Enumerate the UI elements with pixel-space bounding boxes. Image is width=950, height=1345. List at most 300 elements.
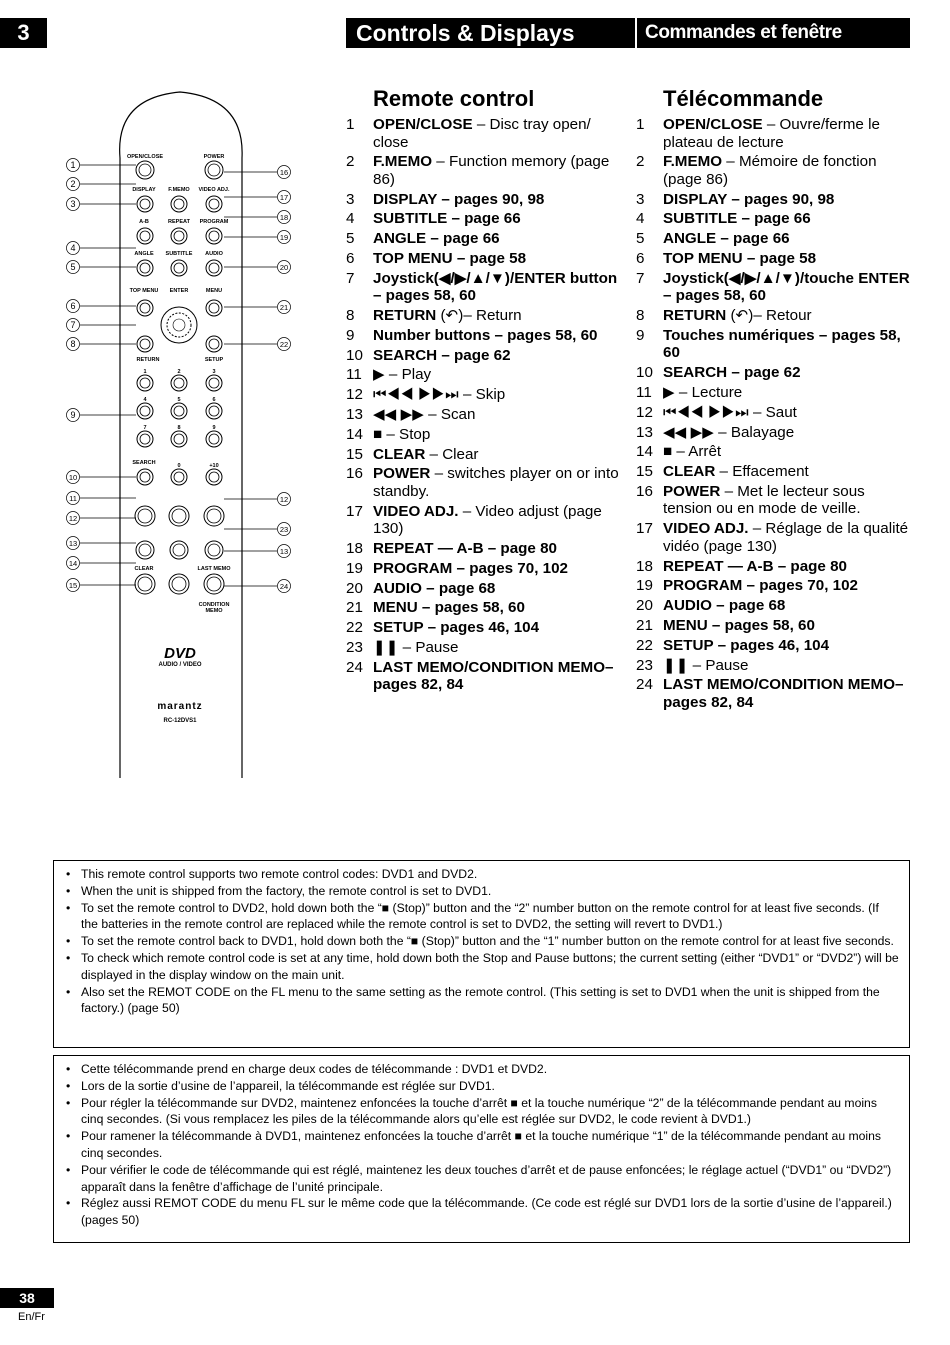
item-text bbox=[373, 540, 626, 558]
video-adj-button[interactable] bbox=[206, 196, 222, 212]
list-item bbox=[636, 250, 916, 268]
joystick-enter-button[interactable] bbox=[161, 307, 197, 343]
item-text bbox=[373, 347, 626, 365]
brand-logo: marantz bbox=[157, 701, 203, 712]
item-bold-text: PROGRAM – pages 70, 102 bbox=[663, 577, 858, 595]
item-plain-text: ■ – Arrêt bbox=[663, 443, 722, 461]
scan-forward-button[interactable] bbox=[205, 541, 223, 559]
number-button-3[interactable] bbox=[206, 375, 222, 391]
list-item bbox=[346, 116, 626, 151]
item-text bbox=[663, 637, 916, 655]
item-plain-text: ❚❚ – Pause bbox=[663, 656, 749, 674]
list-item bbox=[346, 366, 626, 384]
item-number: 24 bbox=[346, 658, 363, 676]
item-text bbox=[373, 366, 626, 384]
item-number: 17 bbox=[636, 520, 653, 538]
angle-button[interactable] bbox=[137, 260, 153, 276]
callout-number: 22 bbox=[279, 340, 289, 349]
callout-number: 2 bbox=[70, 179, 76, 189]
play-button[interactable] bbox=[169, 506, 189, 526]
item-number: 11 bbox=[636, 383, 652, 401]
item-bold-text: DISPLAY – pages 90, 98 bbox=[663, 190, 835, 208]
item-number: 23 bbox=[346, 639, 363, 657]
label-search: SEARCH bbox=[132, 460, 156, 466]
callout-number: 10 bbox=[68, 473, 78, 482]
item-bold-text: POWER bbox=[663, 482, 721, 500]
item-bold-text: SEARCH – page 62 bbox=[663, 364, 801, 382]
item-bold-text: F.MEMO bbox=[373, 153, 433, 171]
list-item bbox=[346, 153, 626, 188]
list-item bbox=[636, 327, 916, 362]
subtitle-button[interactable] bbox=[171, 260, 187, 276]
item-bold-text: DISPLAY – pages 90, 98 bbox=[373, 190, 545, 208]
note-item: • To check which remote control code is set at any time, hold down both the Stop and Pause buttons; the current setting (either “DVD1” or “DVD2”) will be displayed in the display window on the main unit. bbox=[66, 950, 899, 984]
list-item bbox=[346, 465, 626, 500]
remote-control-list-en bbox=[346, 86, 626, 696]
note-item: • Lors de la sortie d’usine de l’appareil, la télécommande est réglée sur DVD1. bbox=[66, 1078, 899, 1095]
item-bold-text: OPEN/CLOSE bbox=[373, 116, 473, 133]
item-number: 3 bbox=[636, 190, 645, 208]
item-number: 2 bbox=[636, 153, 645, 171]
skip-back-button[interactable] bbox=[135, 506, 155, 526]
item-number: 4 bbox=[636, 210, 645, 228]
item-plain-text: ▶ – Play bbox=[373, 366, 432, 384]
list-item bbox=[346, 191, 626, 209]
item-number: 7 bbox=[346, 269, 355, 287]
number-button-8[interactable] bbox=[171, 431, 187, 447]
item-plain-text: – Function memory (page 86) bbox=[373, 153, 610, 188]
item-plain-text: ◀◀ ▶▶ – Balayage bbox=[663, 423, 795, 441]
callout-number: 18 bbox=[279, 213, 289, 222]
note-item: • When the unit is shipped from the factory, the remote control is set to DVD1. bbox=[66, 883, 899, 900]
item-plain-text: – Met le lecteur sous tension ou en mode de veille. bbox=[663, 482, 865, 518]
number-label: +10 bbox=[209, 463, 219, 469]
item-text bbox=[373, 503, 626, 538]
number-label: 9 bbox=[212, 425, 216, 431]
item-number: 12 bbox=[636, 403, 653, 421]
number-button-9[interactable] bbox=[206, 431, 222, 447]
label-power: POWER bbox=[203, 154, 225, 160]
item-number: 13 bbox=[346, 406, 363, 424]
list-item bbox=[636, 270, 916, 305]
item-number: 6 bbox=[636, 249, 645, 267]
item-bold-text: POWER bbox=[373, 465, 431, 483]
item-number: 1 bbox=[346, 116, 355, 133]
item-plain-text: – Clear bbox=[425, 445, 479, 463]
item-bold-text: SUBTITLE – page 66 bbox=[663, 210, 811, 228]
callout-number: 7 bbox=[70, 320, 76, 330]
item-text bbox=[373, 599, 626, 617]
item-number: 2 bbox=[346, 153, 355, 171]
item-number: 20 bbox=[346, 579, 363, 597]
number-button-4[interactable] bbox=[137, 403, 153, 419]
item-text bbox=[373, 153, 626, 188]
item-plain-text: – switches player on or into standby. bbox=[373, 465, 619, 500]
item-plain-text: ◀◀ ▶▶ – Scan bbox=[373, 406, 476, 424]
list-item bbox=[346, 386, 626, 404]
number-label: 1 bbox=[143, 369, 147, 375]
number-button-5[interactable] bbox=[171, 403, 187, 419]
open-close-button[interactable] bbox=[136, 161, 154, 179]
note-item: • This remote control supports two remote control codes: DVD1 and DVD2. bbox=[66, 866, 899, 883]
section-heading-fr: Télécommande bbox=[663, 86, 824, 111]
item-plain-text: ■ – Stop bbox=[373, 425, 431, 443]
item-plain-text: – Mémoire de fonction (page 86) bbox=[663, 153, 877, 188]
label-menu: MENU bbox=[205, 288, 223, 294]
item-plain-text: (↶)– Retour bbox=[726, 307, 812, 325]
label-clear: CLEAR bbox=[134, 566, 154, 572]
power-button[interactable] bbox=[205, 161, 223, 179]
item-number: 5 bbox=[346, 230, 355, 248]
list-item bbox=[636, 230, 916, 248]
item-bold-text: VIDEO ADJ. bbox=[663, 520, 749, 538]
item-number: 11 bbox=[346, 366, 362, 384]
setup-button[interactable] bbox=[206, 336, 222, 352]
item-number: 8 bbox=[636, 307, 645, 325]
note-item: • Cette télécommande prend en charge deux codes de télécommande : DVD1 et DVD2. bbox=[66, 1061, 899, 1078]
item-bold-text: CLEAR bbox=[373, 445, 426, 463]
item-bold-text: Joystick(◀/▶/▲/▼)/touche ENTER – pages 58, 60 bbox=[663, 269, 910, 305]
label-return: RETURN bbox=[136, 357, 160, 363]
callout-number: 19 bbox=[279, 233, 289, 242]
item-number: 22 bbox=[636, 636, 653, 654]
label-display: DISPLAY bbox=[132, 187, 156, 193]
item-text bbox=[373, 307, 626, 325]
list-item bbox=[636, 617, 916, 635]
item-number: 18 bbox=[636, 557, 653, 575]
item-text bbox=[373, 327, 626, 345]
item-bold-text: LAST MEMO/CONDITION MEMO– pages 82, 84 bbox=[663, 676, 904, 711]
item-text bbox=[373, 619, 626, 637]
label-setup: SETUP bbox=[204, 357, 224, 363]
item-plain-text: (↶)– Return bbox=[436, 307, 522, 325]
callout-number: 20 bbox=[279, 263, 289, 272]
number-label: 7 bbox=[143, 425, 147, 431]
item-number: 14 bbox=[346, 425, 363, 443]
item-text bbox=[373, 426, 626, 444]
item-number: 15 bbox=[636, 463, 653, 481]
number-button-7[interactable] bbox=[137, 431, 153, 447]
label-angle: ANGLE bbox=[134, 251, 154, 257]
callout-number: 21 bbox=[279, 303, 289, 312]
list-item bbox=[346, 347, 626, 365]
item-number: 9 bbox=[346, 326, 355, 344]
item-bold-text: Joystick(◀/▶/▲/▼)/ENTER button – pages 58, 60 bbox=[373, 269, 618, 305]
item-number: 22 bbox=[346, 619, 363, 637]
list-item bbox=[636, 558, 916, 576]
item-number: 10 bbox=[346, 346, 363, 364]
item-text bbox=[373, 270, 626, 305]
label-enter: ENTER bbox=[169, 288, 189, 294]
item-number: 5 bbox=[636, 230, 645, 248]
item-plain-text: – Ouvre/ferme le plateau de lecture bbox=[663, 116, 880, 151]
label-audio: AUDIO bbox=[205, 251, 223, 257]
list-item bbox=[346, 327, 626, 345]
model-label: RC-12DVS1 bbox=[163, 718, 197, 724]
notes-box-fr bbox=[53, 1055, 910, 1243]
number-label: 0 bbox=[177, 463, 181, 469]
item-plain-text: ⏮◀◀ ▶▶⏭ – Skip bbox=[373, 386, 506, 404]
callout-number: 5 bbox=[70, 262, 76, 272]
item-number: 16 bbox=[636, 482, 653, 500]
item-plain-text: – Disc tray open/ close bbox=[373, 116, 591, 151]
return-button[interactable] bbox=[137, 336, 153, 352]
number-button-1[interactable] bbox=[137, 375, 153, 391]
display-button[interactable] bbox=[137, 196, 153, 212]
item-number: 17 bbox=[346, 502, 363, 520]
list-item bbox=[346, 619, 626, 637]
list-item bbox=[346, 307, 626, 325]
label-condition: CONDITION bbox=[198, 602, 230, 608]
item-text bbox=[373, 230, 626, 248]
item-number: 6 bbox=[346, 249, 355, 267]
item-text bbox=[663, 153, 916, 188]
item-text bbox=[663, 210, 916, 228]
item-bold-text: SEARCH – page 62 bbox=[373, 346, 511, 364]
item-text bbox=[663, 577, 916, 595]
item-text bbox=[373, 386, 626, 404]
callout-number: 14 bbox=[68, 559, 78, 568]
list-item bbox=[636, 384, 916, 402]
callout-number: 24 bbox=[279, 582, 289, 591]
label-repeat: REPEAT bbox=[168, 219, 190, 225]
item-text bbox=[373, 659, 626, 694]
item-bold-text: RETURN bbox=[663, 307, 727, 325]
callout-number: 13 bbox=[68, 539, 78, 548]
item-number: 14 bbox=[636, 443, 653, 461]
note-item: • Also set the REMOT CODE on the FL menu to the same setting as the remote control. (This setting is set to DVD1 when the unit is shipped from the factory.) (page 50) bbox=[66, 984, 899, 1018]
item-number: 7 bbox=[636, 269, 645, 287]
page-number: 38 bbox=[0, 1288, 54, 1308]
callout-number: 17 bbox=[279, 193, 289, 202]
item-number: 10 bbox=[636, 364, 653, 382]
item-number: 20 bbox=[636, 597, 653, 615]
ab-button[interactable] bbox=[137, 228, 153, 244]
list-item bbox=[346, 210, 626, 228]
label-top-menu: TOP MENU bbox=[129, 288, 159, 294]
repeat-button[interactable] bbox=[171, 228, 187, 244]
list-item bbox=[346, 446, 626, 464]
clear-button[interactable] bbox=[135, 574, 155, 594]
item-plain-text: ❚❚ – Pause bbox=[373, 639, 459, 657]
callout-number: 9 bbox=[70, 410, 76, 420]
callout-number: 4 bbox=[70, 243, 76, 253]
list-item bbox=[346, 659, 626, 694]
list-item bbox=[636, 153, 916, 188]
number-label: 6 bbox=[212, 397, 216, 403]
item-text bbox=[373, 639, 626, 657]
note-item: • To set the remote control back to DVD1, hold down both the “■ (Stop)” button and the “1” number button on the remote control for at least five seconds. bbox=[66, 933, 899, 950]
callout-number: 16 bbox=[279, 168, 289, 177]
top-menu-button[interactable] bbox=[137, 300, 153, 316]
list-item bbox=[346, 580, 626, 598]
item-text bbox=[663, 617, 916, 635]
item-plain-text: – Video adjust (page 130) bbox=[373, 502, 602, 538]
item-plain-text: ⏮◀◀ ▶▶⏭ – Saut bbox=[663, 403, 797, 421]
item-number: 15 bbox=[346, 445, 363, 463]
callout-number: 13 bbox=[279, 547, 289, 556]
list-item bbox=[636, 676, 916, 711]
list-item bbox=[346, 560, 626, 578]
audio-button[interactable] bbox=[206, 260, 222, 276]
item-text bbox=[663, 404, 916, 422]
search-button[interactable] bbox=[137, 469, 153, 485]
list-item bbox=[636, 116, 916, 151]
item-number: 13 bbox=[636, 423, 653, 441]
item-text bbox=[663, 116, 916, 151]
item-text bbox=[373, 191, 626, 209]
label-ab: A-B bbox=[139, 219, 149, 225]
item-number: 18 bbox=[346, 540, 363, 558]
label-last-memo: LAST MEMO bbox=[197, 566, 231, 572]
item-text bbox=[663, 327, 916, 362]
note-item: • To set the remote control to DVD2, hold down both the “■ (Stop)” button and the “2” number button on the remote control for at least five seconds. (If the batteries in the remote control are replaced while the remote control is set to DVD2, the setting will revert to DVD1.) bbox=[66, 900, 899, 934]
label-memo: MEMO bbox=[205, 608, 223, 614]
item-text bbox=[373, 210, 626, 228]
item-bold-text: VIDEO ADJ. bbox=[373, 502, 459, 520]
item-bold-text: CLEAR bbox=[663, 463, 716, 481]
item-plain-text: ▶ – Lecture bbox=[663, 383, 743, 401]
chapter-number: 3 bbox=[0, 18, 47, 48]
item-bold-text: SUBTITLE – page 66 bbox=[373, 210, 521, 228]
label-fmemo: F.MEMO bbox=[168, 187, 190, 193]
item-text bbox=[663, 676, 916, 711]
page-title-en: Controls & Displays bbox=[346, 18, 635, 48]
number-button-plus10[interactable] bbox=[206, 469, 222, 485]
item-bold-text: OPEN/CLOSE bbox=[663, 116, 763, 133]
scan-back-button[interactable] bbox=[136, 541, 154, 559]
note-item: • Pour ramener la télécommande à DVD1, maintenez enfoncées la touche d’arrêt ■ et la touche numérique “1” de la télécommande pendant au moins cinq secondes. bbox=[66, 1128, 899, 1162]
item-number: 3 bbox=[346, 190, 355, 208]
callout-number: 15 bbox=[68, 581, 78, 590]
item-plain-text: – Effacement bbox=[715, 463, 809, 481]
item-text bbox=[373, 406, 626, 424]
list-item bbox=[636, 364, 916, 382]
notes-box-en bbox=[53, 860, 910, 1048]
list-item bbox=[636, 637, 916, 655]
item-text bbox=[663, 364, 916, 382]
list-item bbox=[636, 463, 916, 481]
list-item bbox=[636, 191, 916, 209]
label-open-close: OPEN/CLOSE bbox=[126, 154, 164, 160]
item-bold-text: TOP MENU – page 58 bbox=[373, 249, 527, 267]
number-button-6[interactable] bbox=[206, 403, 222, 419]
list-item bbox=[346, 230, 626, 248]
item-plain-text: – Réglage de la qualité vidéo (page 130) bbox=[663, 520, 909, 555]
item-text bbox=[373, 250, 626, 268]
item-bold-text: Number buttons – pages 58, 60 bbox=[373, 326, 598, 344]
list-item bbox=[346, 426, 626, 444]
last-memo-button[interactable] bbox=[204, 574, 224, 594]
item-number: 16 bbox=[346, 465, 363, 483]
label-subtitle: SUBTITLE bbox=[165, 251, 193, 257]
item-text bbox=[663, 424, 916, 442]
number-label: 8 bbox=[177, 425, 181, 431]
item-text bbox=[663, 657, 916, 675]
item-text bbox=[663, 270, 916, 305]
item-number: 9 bbox=[636, 326, 645, 344]
remote-control-list-fr bbox=[636, 86, 916, 714]
item-text bbox=[663, 483, 916, 518]
item-number: 12 bbox=[346, 386, 363, 404]
item-number: 19 bbox=[636, 577, 653, 595]
menu-button[interactable] bbox=[206, 300, 222, 316]
item-bold-text: Touches numériques – pages 58, 60 bbox=[663, 326, 901, 362]
language-label: En/Fr bbox=[18, 1311, 45, 1323]
item-text bbox=[663, 520, 916, 555]
item-bold-text: F.MEMO bbox=[663, 153, 723, 171]
item-number: 1 bbox=[636, 116, 645, 133]
section-heading-en: Remote control bbox=[373, 86, 535, 111]
list-item bbox=[636, 443, 916, 461]
item-number: 21 bbox=[346, 599, 363, 617]
item-bold-text: PROGRAM – pages 70, 102 bbox=[373, 559, 568, 577]
dvd-logo: DVD bbox=[164, 645, 196, 662]
callout-number: 1 bbox=[70, 160, 76, 170]
item-text bbox=[373, 116, 626, 151]
item-bold-text: TOP MENU – page 58 bbox=[663, 249, 817, 267]
item-bold-text: AUDIO – page 68 bbox=[663, 597, 786, 615]
item-text bbox=[373, 465, 626, 500]
callout-number: 12 bbox=[68, 514, 78, 523]
item-text bbox=[663, 558, 916, 576]
callout-number: 6 bbox=[70, 301, 76, 311]
skip-forward-button[interactable] bbox=[204, 506, 224, 526]
item-text bbox=[663, 384, 916, 402]
list-item bbox=[636, 404, 916, 422]
list-item bbox=[636, 657, 916, 675]
item-text bbox=[663, 307, 916, 325]
number-label: 3 bbox=[212, 369, 216, 375]
callout-number: 11 bbox=[69, 494, 77, 503]
item-text bbox=[663, 250, 916, 268]
callout-number: 8 bbox=[70, 339, 76, 349]
item-number: 4 bbox=[346, 210, 355, 228]
list-item bbox=[636, 307, 916, 325]
item-bold-text: SETUP – pages 46, 104 bbox=[373, 619, 540, 637]
list-item bbox=[346, 639, 626, 657]
item-bold-text: REPEAT — A-B – page 80 bbox=[663, 557, 847, 575]
item-number: 24 bbox=[636, 676, 653, 694]
item-bold-text: REPEAT — A-B – page 80 bbox=[373, 540, 557, 558]
item-text bbox=[663, 230, 916, 248]
list-item bbox=[346, 503, 626, 538]
item-bold-text: SETUP – pages 46, 104 bbox=[663, 636, 830, 654]
item-text bbox=[663, 597, 916, 615]
item-bold-text: RETURN bbox=[373, 307, 437, 325]
number-button-2[interactable] bbox=[171, 375, 187, 391]
pause-button[interactable] bbox=[170, 541, 188, 559]
number-button-0[interactable] bbox=[171, 469, 187, 485]
list-item bbox=[636, 483, 916, 518]
item-bold-text: MENU – pages 58, 60 bbox=[663, 616, 815, 634]
item-text bbox=[663, 443, 916, 461]
item-bold-text: MENU – pages 58, 60 bbox=[373, 599, 525, 617]
label-video-adj: VIDEO ADJ. bbox=[198, 187, 230, 193]
list-item bbox=[636, 577, 916, 595]
list-item bbox=[636, 424, 916, 442]
list-item bbox=[346, 540, 626, 558]
list-item bbox=[636, 520, 916, 555]
note-item: • Réglez aussi REMOT CODE du menu FL sur le même code que la télécommande. (Ce code est réglé sur DVD1 lors de la sortie d’usine de l’appareil.) (pages 50) bbox=[66, 1195, 899, 1229]
fmemo-button[interactable] bbox=[171, 196, 187, 212]
list-item bbox=[636, 597, 916, 615]
item-text bbox=[373, 446, 626, 464]
stop-button[interactable] bbox=[169, 574, 189, 594]
program-button[interactable] bbox=[206, 228, 222, 244]
number-label: 5 bbox=[177, 397, 181, 403]
list-item bbox=[346, 599, 626, 617]
